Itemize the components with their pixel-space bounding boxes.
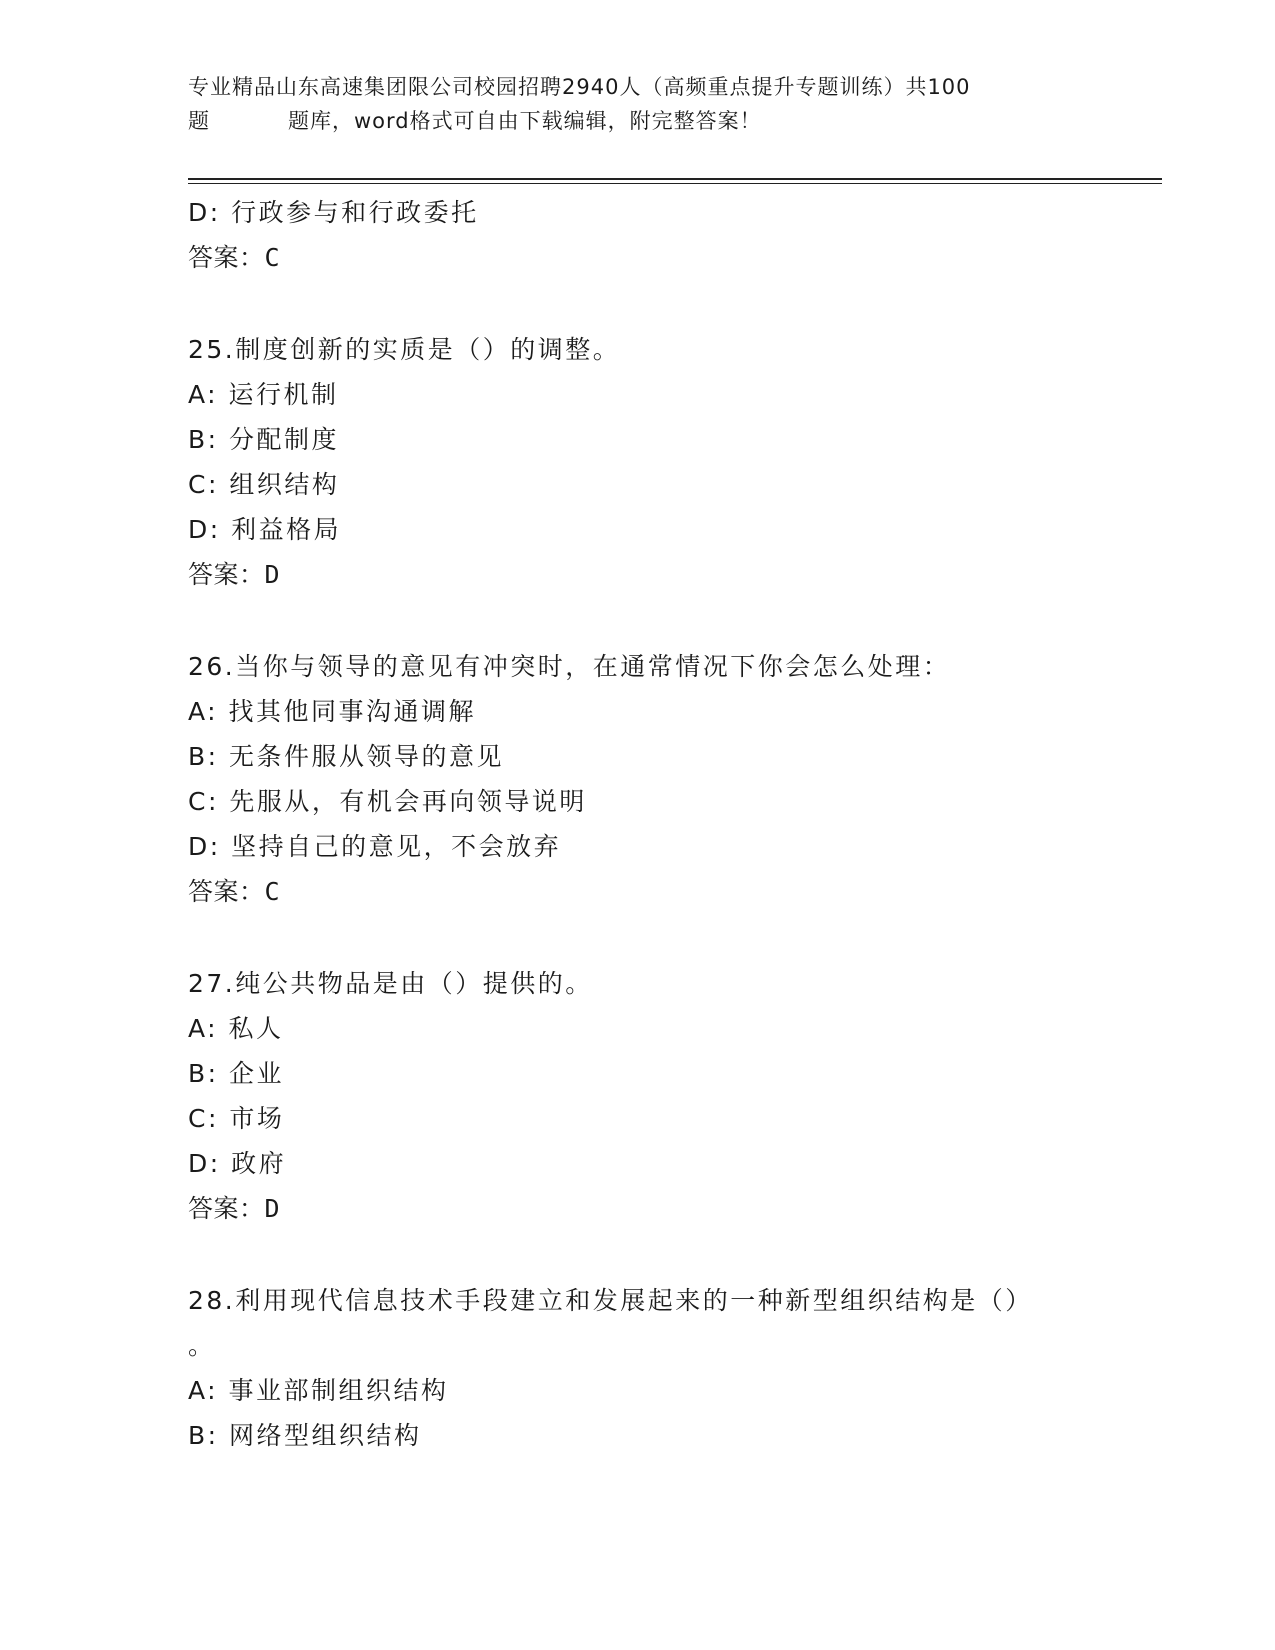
option-b: B: 分配制度 bbox=[188, 425, 340, 454]
answer-value: C bbox=[264, 877, 281, 906]
answer-line bbox=[188, 552, 1148, 598]
answer-value: C bbox=[264, 243, 281, 272]
question-stem: 25.制度创新的实质是（）的调整。 bbox=[188, 335, 621, 364]
header-line-2 bbox=[188, 104, 1088, 138]
option-a: A: 运行机制 bbox=[188, 380, 339, 409]
option-b: B: 企业 bbox=[188, 1059, 285, 1088]
header-rule-thick bbox=[188, 178, 1162, 180]
answer-line bbox=[188, 869, 1148, 915]
option-b: B: 网络型组织结构 bbox=[188, 1421, 422, 1450]
spacer bbox=[188, 915, 1148, 961]
option-a: A: 私人 bbox=[188, 1014, 284, 1043]
header-rule-thin bbox=[188, 183, 1162, 184]
header-line-1: 专业精品山东高速集团限公司校园招聘2940人（高频重点提升专题训练）共100 bbox=[188, 75, 971, 99]
option-a: A: 找其他同事沟通调解 bbox=[188, 697, 477, 726]
question-stem-continuation: 。 bbox=[188, 1331, 216, 1360]
answer-value: D bbox=[264, 560, 281, 589]
answer-line bbox=[188, 1186, 1148, 1232]
answer-label: 答案： bbox=[188, 560, 265, 589]
option-d: D: 利益格局 bbox=[188, 515, 342, 544]
answer-label: 答案： bbox=[188, 243, 265, 272]
spacer bbox=[188, 1232, 1148, 1278]
header-gap bbox=[210, 104, 288, 138]
option-b: B: 无条件服从领导的意见 bbox=[188, 742, 505, 771]
header-line-2-prefix: 题 bbox=[188, 109, 210, 133]
option-c: C: 先服从，有机会再向领导说明 bbox=[188, 787, 587, 816]
option-d: D: 行政参与和行政委托 bbox=[188, 198, 479, 227]
spacer bbox=[188, 281, 1148, 327]
option-c: C: 组织结构 bbox=[188, 470, 340, 499]
option-c: C: 市场 bbox=[188, 1104, 285, 1133]
question-list bbox=[188, 190, 1148, 1458]
option-a: A: 事业部制组织结构 bbox=[188, 1376, 449, 1405]
question-stem: 27.纯公共物品是由（）提供的。 bbox=[188, 969, 593, 998]
header-line-2-rest: 题库，word格式可自由下载编辑，附完整答案！ bbox=[288, 109, 762, 133]
document-header bbox=[188, 70, 1088, 138]
answer-value: D bbox=[264, 1194, 281, 1223]
question-stem: 28.利用现代信息技术手段建立和发展起来的一种新型组织结构是（） bbox=[188, 1286, 1033, 1315]
answer-label: 答案： bbox=[188, 1194, 265, 1223]
option-d: D: 坚持自己的意见，不会放弃 bbox=[188, 832, 562, 861]
spacer bbox=[188, 598, 1148, 644]
answer-line bbox=[188, 235, 1148, 281]
question-stem: 26.当你与领导的意见有冲突时，在通常情况下你会怎么处理： bbox=[188, 652, 951, 681]
answer-label: 答案： bbox=[188, 877, 265, 906]
option-d: D: 政府 bbox=[188, 1149, 287, 1178]
